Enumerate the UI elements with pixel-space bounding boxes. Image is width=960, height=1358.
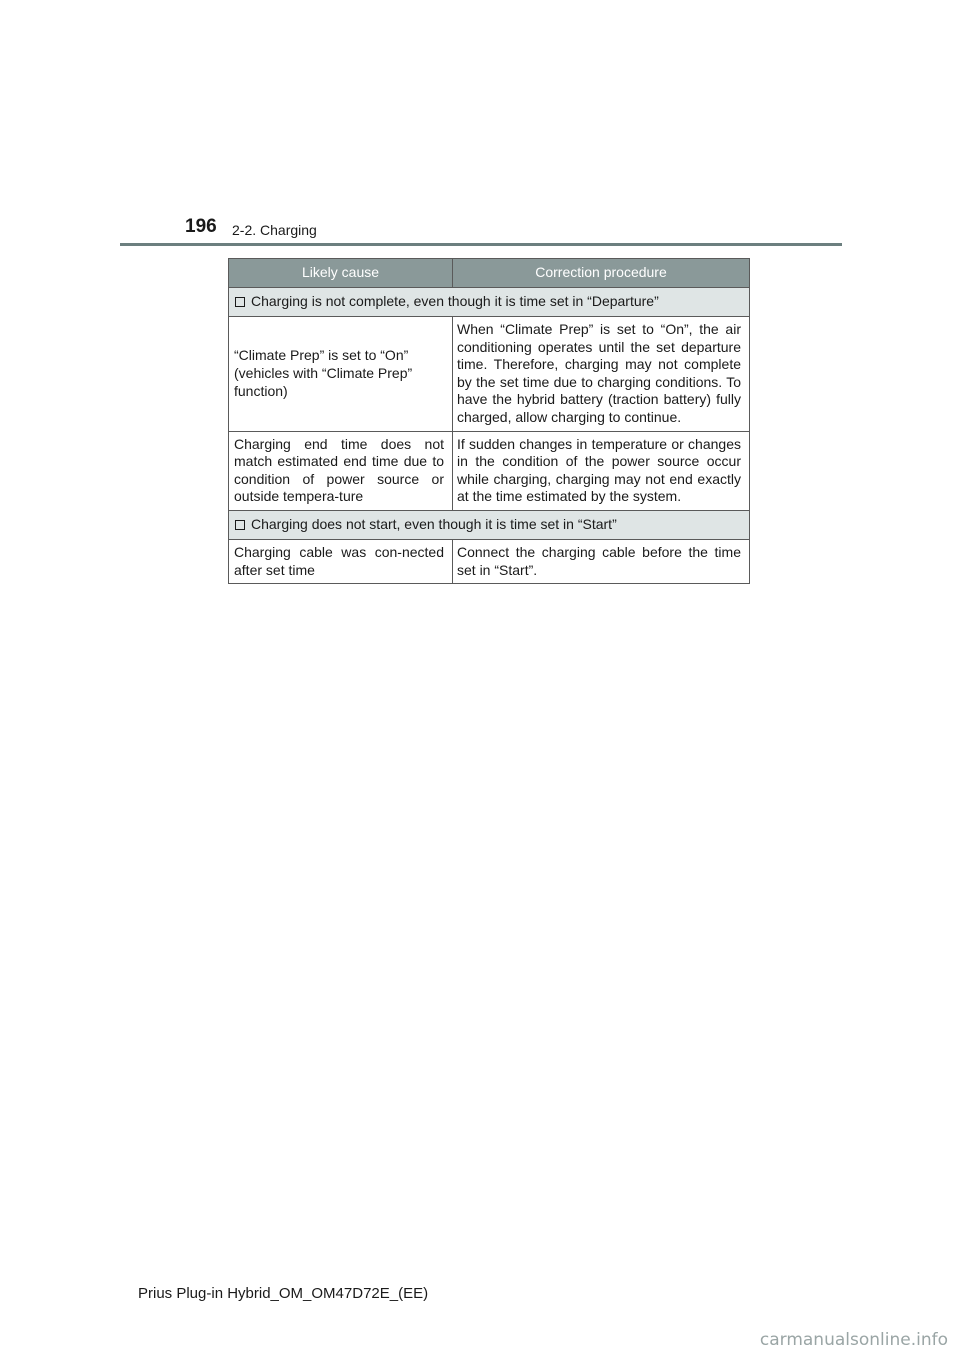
checkbox-icon bbox=[235, 520, 245, 530]
checkbox-icon bbox=[235, 297, 245, 307]
procedure-cell: When “Climate Prep” is set to “On”, the air conditioning operates until the set departure time. Therefore, charging may not complete by the set time due to charging conditions. To have the hybrid battery (traction battery) fully charged, allow charging to continue. bbox=[453, 317, 750, 432]
table-row bbox=[229, 317, 750, 432]
group-row-start bbox=[229, 510, 750, 539]
document-footer: Prius Plug-in Hybrid_OM_OM47D72E_(EE) bbox=[138, 1285, 429, 1302]
group-title: Charging does not start, even though it is time set in “Start” bbox=[251, 516, 617, 533]
troubleshooting-table bbox=[228, 258, 750, 584]
page-number: 196 bbox=[185, 216, 217, 237]
table-row bbox=[229, 431, 750, 510]
procedure-cell: Connect the charging cable before the time set in “Start”. bbox=[453, 539, 750, 583]
column-header-likely-cause: Likely cause bbox=[229, 259, 453, 288]
header-divider bbox=[120, 243, 842, 246]
table-header-row bbox=[229, 259, 750, 288]
cause-cell: “Climate Prep” is set to “On” (vehicles with “Climate Prep” function) bbox=[229, 317, 453, 432]
column-header-correction-procedure: Correction procedure bbox=[453, 259, 750, 288]
group-title: Charging is not complete, even though it is time set in “Departure” bbox=[251, 293, 659, 310]
cause-cell: Charging cable was con-nected after set time bbox=[229, 539, 453, 583]
cause-cell: Charging end time does not match estimated end time due to condition of power source or outside tempera-ture bbox=[229, 431, 453, 510]
section-title: 2-2. Charging bbox=[232, 222, 317, 238]
procedure-cell: If sudden changes in temperature or changes in the condition of the power source occur while charging, charging may not end exactly at the time estimated by the system. bbox=[453, 431, 750, 510]
watermark: carmanualsonline.info bbox=[759, 1330, 948, 1350]
table-row bbox=[229, 539, 750, 583]
group-row-departure bbox=[229, 288, 750, 317]
